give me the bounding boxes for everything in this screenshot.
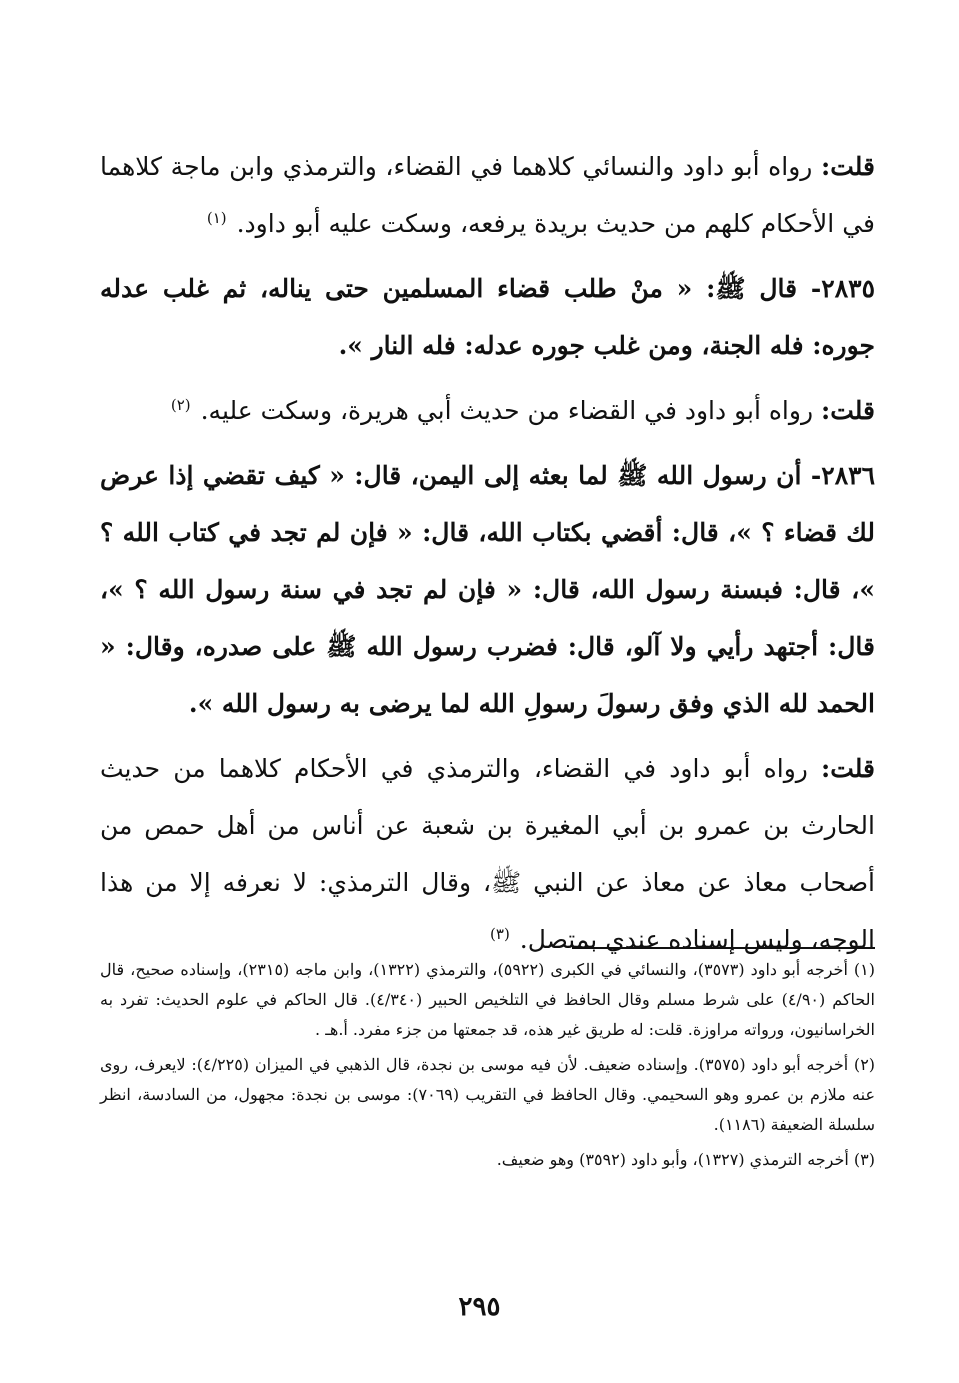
footnote-ref: (١): [206, 208, 227, 227]
paragraph-text: رواه أبو داود في القضاء، والترمذي في الأحكام كلاهما من حديث الحارث بن عمرو بن أبي المغيرة بن شعبة عن أناس من أهل حمص من أصحاب معاذ عن معاذ عن النبي ﷺ، وقال الترمذي: لا نعرفه إلا من هذا الوجه، وليس إسناده عندي بمتصل.: [100, 754, 875, 954]
paragraph-lead: قلت:: [821, 754, 876, 783]
paragraph-1: [100, 138, 875, 252]
paragraph-2: [100, 260, 875, 374]
footnote-3: (٣) أخرجه الترمذي (١٣٢٧)، وأبو داود (٣٥٩٢) وهو ضعيف.: [496, 1150, 875, 1169]
page-number: ٢٩٥: [458, 1292, 501, 1322]
paragraph-5: [100, 740, 875, 968]
footnote-2: (٢) أخرجه أبو داود (٣٥٧٥). وإسناده ضعيف. لأن فيه موسى بن نجدة، قال الذهبي في الميزان (٤/٢٢٥): لايعرف، روى عنه ملازم بن عمرو وهو السحيمي. وقال الحافظ في التقريب (٧٠٦٩): موسى بن نجدة: مجهول، من السادسة، انظر سلسلة الضعيفة (١١٨٦).: [100, 1055, 876, 1134]
footnote-1: (١) أخرجه أبو داود (٣٥٧٣)، والنسائي في الكبرى (٥٩٢٢)، والترمذي (١٣٢٢)، وابن ماجه (٢٣١٥)، وإسناده صحيح، قال الحاكم (٤/٩٠) على شرط مسلم وقال الحافظ في التلخيص الحبير (٤/٣٤٠). قال الحاكم في علوم الحديث: تفرد به الخراسانيون، ورواته مراوزة. قلت: له طريق غير هذه، قد جمعتها من جزء مفرد. أ.هـ .: [100, 960, 876, 1039]
footnote-ref: (٢): [170, 395, 191, 414]
paragraph-text: ٢٨٣٦- أن رسول الله ﷺ لما بعثه إلى اليمن، قال: « كيف تقضي إذا عرض لك قضاء ؟ »، قال: أقضي بكتاب الله، قال: « فإن لم تجد في كتاب الله ؟ »، قال: فبسنة رسول الله، قال: « فإن لم تجد في سنة رسول الله ؟ »، قال: أجتهد رأيي ولا آلو، قال: فضرب رسول الله ﷺ على صدره، وقال: « الحمد لله الذي وفق رسولَ رسولِ الله لما يرضى به رسول الله ».: [100, 461, 875, 718]
paragraph-text: رواه أبو داود والنسائي كلاهما في القضاء، والترمذي وابن ماجة كلاهما في الأحكام كلهم من حديث بريدة يرفعه، وسكت عليه أبو داود.: [100, 152, 875, 238]
paragraph-3: [100, 382, 875, 439]
paragraph-4: [100, 447, 875, 732]
footnotes: [100, 955, 875, 1180]
footnote-ref: (٣): [490, 924, 510, 943]
paragraph-text: رواه أبو داود في القضاء من حديث أبي هريرة، وسكت عليه.: [200, 396, 814, 425]
paragraph-lead: قلت:: [820, 152, 875, 181]
paragraph-text: ٢٨٣٥- قال ﷺ: « منْ طلب قضاء المسلمين حتى يناله، ثم غلب عدله جوره: فله الجنة، ومن غلب جوره عدله: فله النار ».: [100, 274, 875, 360]
paragraph-lead: قلت:: [820, 396, 875, 425]
main-text: [100, 138, 875, 968]
footnote-divider: [572, 947, 875, 949]
